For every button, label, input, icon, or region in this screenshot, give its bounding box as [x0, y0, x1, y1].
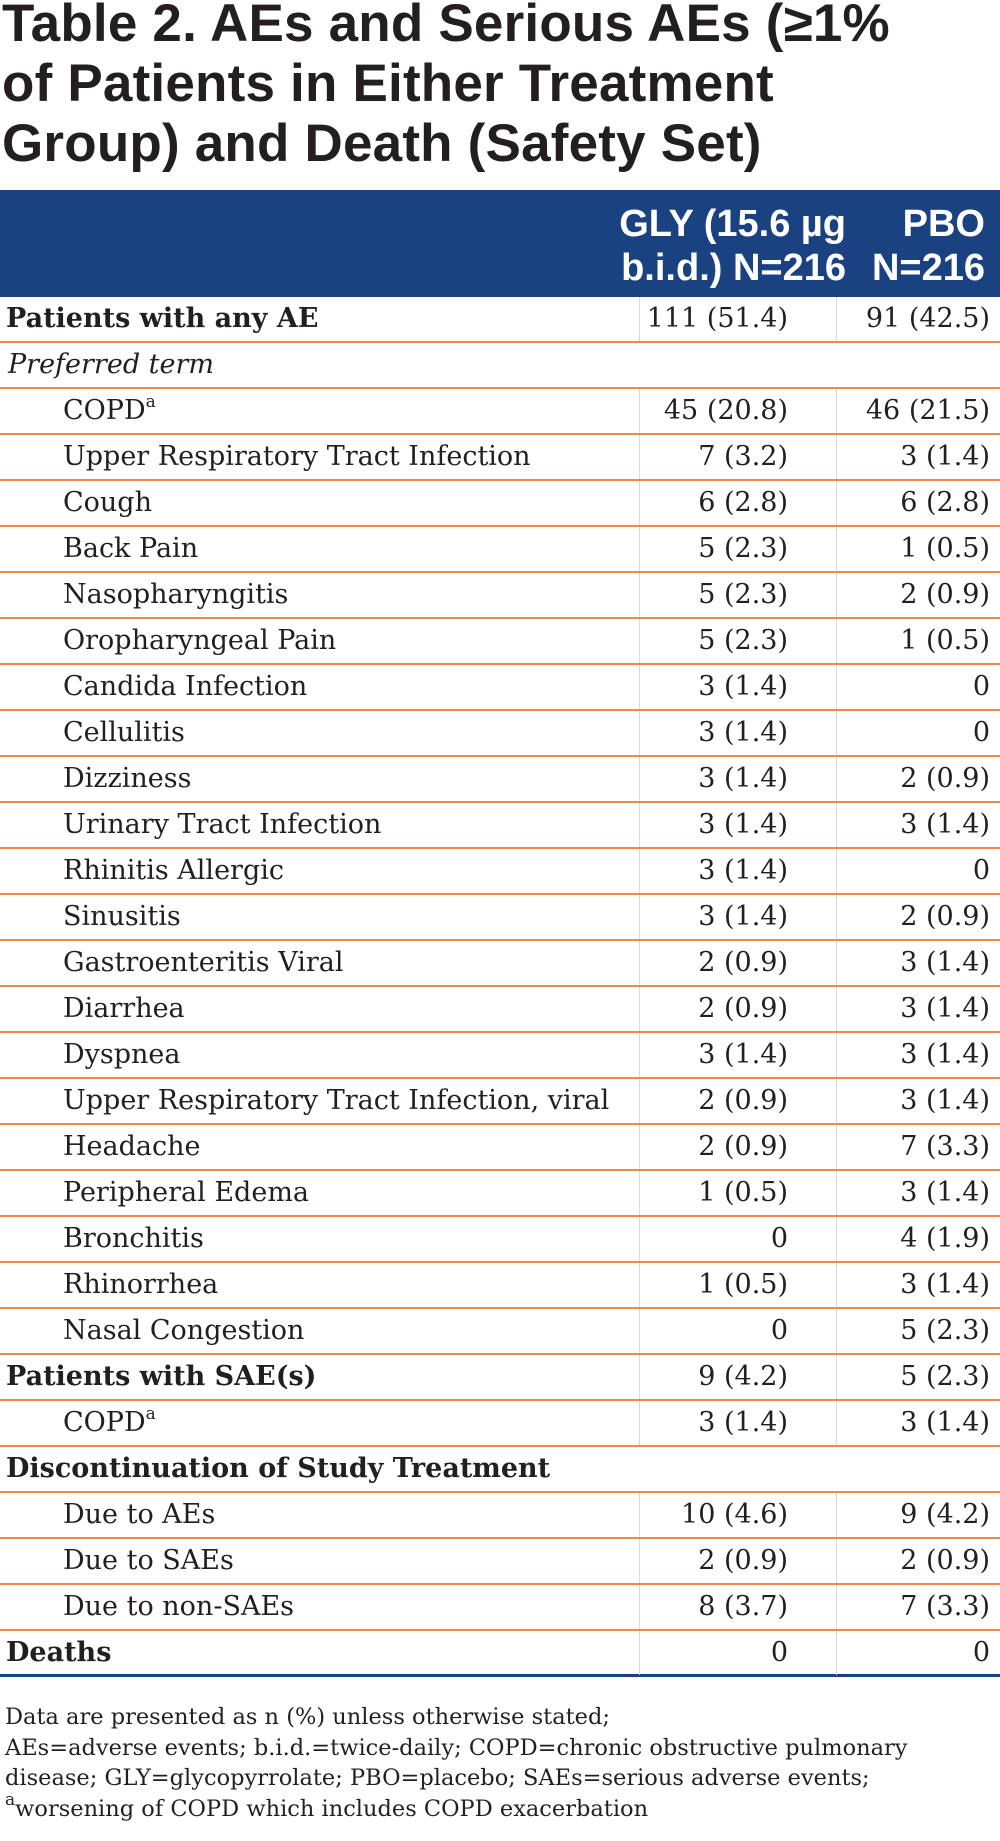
column-divider [639, 527, 640, 571]
column-divider [836, 1171, 837, 1215]
cell-pbo: 7 (3.3) [900, 1131, 990, 1162]
column-divider [836, 1079, 837, 1123]
column-divider [639, 619, 640, 663]
row-label-text: Due to AEs [63, 1499, 216, 1530]
row-label-text: Dizziness [63, 763, 192, 794]
table-row [0, 895, 1000, 941]
row-label [63, 481, 152, 525]
column-header-gly [619, 202, 846, 290]
table-row [0, 1401, 1000, 1447]
column-divider [639, 389, 640, 433]
column-divider [639, 1033, 640, 1077]
cell-gly: 5 (2.3) [698, 625, 788, 656]
table-row [0, 481, 1000, 527]
cell-pbo: 3 (1.4) [900, 1039, 990, 1070]
table-row [0, 665, 1000, 711]
table-title [2, 0, 992, 174]
table-footnote [5, 1702, 995, 1824]
column-divider [639, 1539, 640, 1583]
row-label-text: Peripheral Edema [63, 1177, 310, 1208]
cell-gly: 3 (1.4) [698, 717, 788, 748]
footnote-line [5, 1790, 995, 1825]
table-row [0, 1309, 1000, 1355]
row-label [63, 435, 531, 479]
cell-pbo: 3 (1.4) [900, 1177, 990, 1208]
row-label [63, 1217, 204, 1261]
table-row [0, 1125, 1000, 1171]
row-label-text: Upper Respiratory Tract Infection [63, 441, 531, 472]
row-label [63, 1493, 215, 1537]
column-divider [836, 1125, 837, 1169]
column-divider [836, 1309, 837, 1353]
cell-pbo: 4 (1.9) [900, 1223, 990, 1254]
cell-gly: 0 [770, 1223, 788, 1254]
row-label-text: Deaths [6, 1637, 112, 1668]
row-label [63, 619, 336, 663]
cell-pbo: 3 (1.4) [900, 1407, 990, 1438]
cell-pbo: 0 [972, 1637, 990, 1668]
row-label-text: Upper Respiratory Tract Infection, viral [63, 1085, 610, 1116]
cell-pbo: 6 (2.8) [900, 487, 990, 518]
cell-pbo: 3 (1.4) [900, 993, 990, 1024]
row-label-text: Due to SAEs [63, 1545, 234, 1576]
column-divider [836, 1631, 837, 1675]
cell-gly: 0 [770, 1315, 788, 1346]
row-label-text: Bronchitis [63, 1223, 204, 1254]
column-header-line: b.i.d.) N=216 [621, 247, 846, 289]
footnote-marker: a [5, 1790, 16, 1810]
row-label [63, 1263, 218, 1307]
footnote-line: Data are presented as n (%) unless otherwise stated; [5, 1704, 610, 1730]
row-label-text: Back Pain [63, 533, 199, 564]
cell-gly: 3 (1.4) [698, 855, 788, 886]
row-label-text: Sinusitis [63, 901, 181, 932]
column-divider [639, 803, 640, 847]
column-divider [836, 1401, 837, 1445]
cell-pbo: 1 (0.5) [900, 625, 990, 656]
title-line: Group) and Death (Safety Set) [2, 114, 762, 173]
table-row [0, 297, 1000, 343]
column-divider [836, 619, 837, 663]
cell-pbo: 46 (21.5) [865, 395, 990, 426]
table-row [0, 849, 1000, 895]
column-divider [836, 757, 837, 801]
cell-gly: 3 (1.4) [698, 809, 788, 840]
column-divider [836, 1355, 837, 1399]
cell-gly: 2 (0.9) [698, 947, 788, 978]
row-label-text: Cellulitis [63, 717, 185, 748]
table-row [0, 1447, 1000, 1493]
row-label [6, 297, 318, 341]
cell-gly: 5 (2.3) [698, 533, 788, 564]
row-label [63, 757, 191, 801]
row-label [63, 1585, 294, 1629]
row-label-text: Preferred term [8, 349, 215, 380]
column-divider [836, 987, 837, 1031]
cell-gly: 8 (3.7) [698, 1591, 788, 1622]
row-label [63, 849, 284, 893]
row-label-text: COPD [63, 395, 146, 426]
table-row [0, 1171, 1000, 1217]
row-label [63, 895, 181, 939]
row-label [63, 1401, 156, 1445]
row-label-text: Diarrhea [63, 993, 185, 1024]
cell-gly: 1 (0.5) [698, 1269, 788, 1300]
row-label [63, 1125, 201, 1169]
column-header-line: PBO [902, 203, 985, 245]
column-divider [639, 1355, 640, 1399]
cell-gly: 7 (3.2) [698, 441, 788, 472]
cell-pbo: 3 (1.4) [900, 1085, 990, 1116]
cell-gly: 111 (51.4) [646, 303, 788, 334]
row-label [63, 1033, 181, 1077]
column-divider [836, 1033, 837, 1077]
row-label [63, 1079, 609, 1123]
cell-pbo: 5 (2.3) [900, 1361, 990, 1392]
column-header-pbo [872, 202, 985, 290]
row-label-text: Nasopharyngitis [63, 579, 289, 610]
column-divider [836, 481, 837, 525]
table-row [0, 1355, 1000, 1401]
row-label-text: Patients with any AE [6, 303, 319, 334]
column-divider [639, 941, 640, 985]
cell-pbo: 9 (4.2) [900, 1499, 990, 1530]
column-divider [639, 849, 640, 893]
row-label [6, 1631, 111, 1675]
footnote-text: worsening of COPD which includes COPD exacerbation [15, 1795, 649, 1822]
column-divider [639, 297, 640, 341]
column-divider [639, 1125, 640, 1169]
table-row [0, 343, 1000, 389]
cell-pbo: 2 (0.9) [900, 763, 990, 794]
column-divider [836, 849, 837, 893]
column-divider [639, 1217, 640, 1261]
table-row [0, 1493, 1000, 1539]
cell-pbo: 1 (0.5) [900, 533, 990, 564]
column-divider [836, 389, 837, 433]
column-divider [639, 1631, 640, 1675]
row-label [63, 665, 307, 709]
table-row [0, 573, 1000, 619]
row-label [63, 573, 288, 617]
row-label-text: Oropharyngeal Pain [63, 625, 337, 656]
ae-table-body [0, 297, 1000, 1677]
cell-gly: 3 (1.4) [698, 1039, 788, 1070]
cell-gly: 0 [770, 1637, 788, 1668]
cell-gly: 3 (1.4) [698, 671, 788, 702]
row-label-text: Due to non-SAEs [63, 1591, 295, 1622]
row-label-text: Urinary Tract Infection [63, 809, 382, 840]
column-divider [836, 573, 837, 617]
cell-gly: 6 (2.8) [698, 487, 788, 518]
table-row [0, 619, 1000, 665]
row-label [8, 343, 214, 387]
cell-pbo: 2 (0.9) [900, 1545, 990, 1576]
column-divider [836, 1493, 837, 1537]
column-divider [639, 987, 640, 1031]
column-divider [836, 665, 837, 709]
cell-gly: 3 (1.4) [698, 1407, 788, 1438]
column-divider [836, 803, 837, 847]
row-label [6, 1447, 550, 1491]
column-divider [639, 1493, 640, 1537]
table-row [0, 803, 1000, 849]
table-row [0, 527, 1000, 573]
row-label [6, 1355, 316, 1399]
table-row [0, 941, 1000, 987]
column-divider [836, 941, 837, 985]
cell-gly: 10 (4.6) [681, 1499, 788, 1530]
column-divider [836, 1263, 837, 1307]
row-label [63, 941, 344, 985]
table-row [0, 1217, 1000, 1263]
row-label-text: Patients with SAE(s) [6, 1361, 317, 1392]
row-label [63, 1309, 304, 1353]
column-divider [836, 435, 837, 479]
row-label [63, 389, 156, 433]
cell-gly: 2 (0.9) [698, 1545, 788, 1576]
cell-pbo: 7 (3.3) [900, 1591, 990, 1622]
column-divider [639, 757, 640, 801]
title-line: of Patients in Either Treatment [2, 54, 774, 113]
row-label-text: Rhinitis Allergic [63, 855, 284, 886]
row-label-text: Gastroenteritis Viral [63, 947, 344, 978]
column-divider [639, 895, 640, 939]
row-label-text: Dyspnea [63, 1039, 181, 1070]
cell-pbo: 0 [972, 717, 990, 748]
column-divider [836, 297, 837, 341]
column-divider [836, 1539, 837, 1583]
cell-gly: 2 (0.9) [698, 1085, 788, 1116]
cell-pbo: 2 (0.9) [900, 579, 990, 610]
cell-gly: 5 (2.3) [698, 579, 788, 610]
cell-pbo: 3 (1.4) [900, 809, 990, 840]
cell-gly: 45 (20.8) [663, 395, 788, 426]
cell-gly: 9 (4.2) [698, 1361, 788, 1392]
table-row [0, 389, 1000, 435]
column-divider [639, 1079, 640, 1123]
table-row [0, 435, 1000, 481]
cell-pbo: 5 (2.3) [900, 1315, 990, 1346]
table-row [0, 1263, 1000, 1309]
column-divider [639, 573, 640, 617]
footnote-marker: a [145, 392, 156, 412]
table-row [0, 1585, 1000, 1631]
table-row [0, 1033, 1000, 1079]
column-divider [836, 527, 837, 571]
row-label [63, 803, 381, 847]
cell-pbo: 3 (1.4) [900, 1269, 990, 1300]
cell-pbo: 0 [972, 855, 990, 886]
title-line: Table 2. AEs and Serious AEs (≥1% [2, 0, 890, 53]
column-divider [836, 1217, 837, 1261]
cell-pbo: 0 [972, 671, 990, 702]
footnote-line: AEs=adverse events; b.i.d.=twice-daily; COPD=chronic obstructive pulmonary [5, 1734, 908, 1761]
row-label-text: Nasal Congestion [63, 1315, 305, 1346]
table-row [0, 987, 1000, 1033]
row-label [63, 987, 185, 1031]
table-row [0, 1079, 1000, 1125]
column-divider [639, 435, 640, 479]
column-divider [836, 1585, 837, 1629]
table-row [0, 1539, 1000, 1585]
column-header-line: N=216 [871, 247, 985, 289]
row-label [63, 711, 185, 755]
column-divider [639, 1309, 640, 1353]
row-label-text: Cough [63, 487, 152, 518]
footnote-marker: a [145, 1404, 156, 1424]
row-label-text: Discontinuation of Study Treatment [6, 1453, 551, 1484]
column-divider [639, 1171, 640, 1215]
cell-gly: 1 (0.5) [698, 1177, 788, 1208]
table-row [0, 1631, 1000, 1677]
cell-gly: 3 (1.4) [698, 901, 788, 932]
column-divider [639, 1401, 640, 1445]
row-label [63, 1539, 234, 1583]
column-header-line: GLY (15.6 µg [619, 203, 846, 245]
cell-pbo: 3 (1.4) [900, 441, 990, 472]
column-divider [639, 711, 640, 755]
column-divider [836, 895, 837, 939]
table-row [0, 711, 1000, 757]
footnote-line: disease; GLY=glycopyrrolate; PBO=placebo; SAEs=serious adverse events; [5, 1765, 870, 1791]
cell-pbo: 3 (1.4) [900, 947, 990, 978]
row-label-text: Rhinorrhea [63, 1269, 219, 1300]
table-row [0, 757, 1000, 803]
row-label-text: Candida Infection [63, 671, 308, 702]
column-divider [639, 1263, 640, 1307]
row-label-text: COPD [63, 1407, 146, 1438]
column-divider [639, 481, 640, 525]
cell-gly: 2 (0.9) [698, 1131, 788, 1162]
column-divider [639, 1585, 640, 1629]
cell-pbo: 2 (0.9) [900, 901, 990, 932]
table-header-band [0, 190, 1000, 297]
row-label [63, 527, 198, 571]
cell-gly: 2 (0.9) [698, 993, 788, 1024]
column-divider [836, 711, 837, 755]
cell-gly: 3 (1.4) [698, 763, 788, 794]
row-label-text: Headache [63, 1131, 201, 1162]
column-divider [639, 665, 640, 709]
cell-pbo: 91 (42.5) [865, 303, 990, 334]
row-label [63, 1171, 309, 1215]
